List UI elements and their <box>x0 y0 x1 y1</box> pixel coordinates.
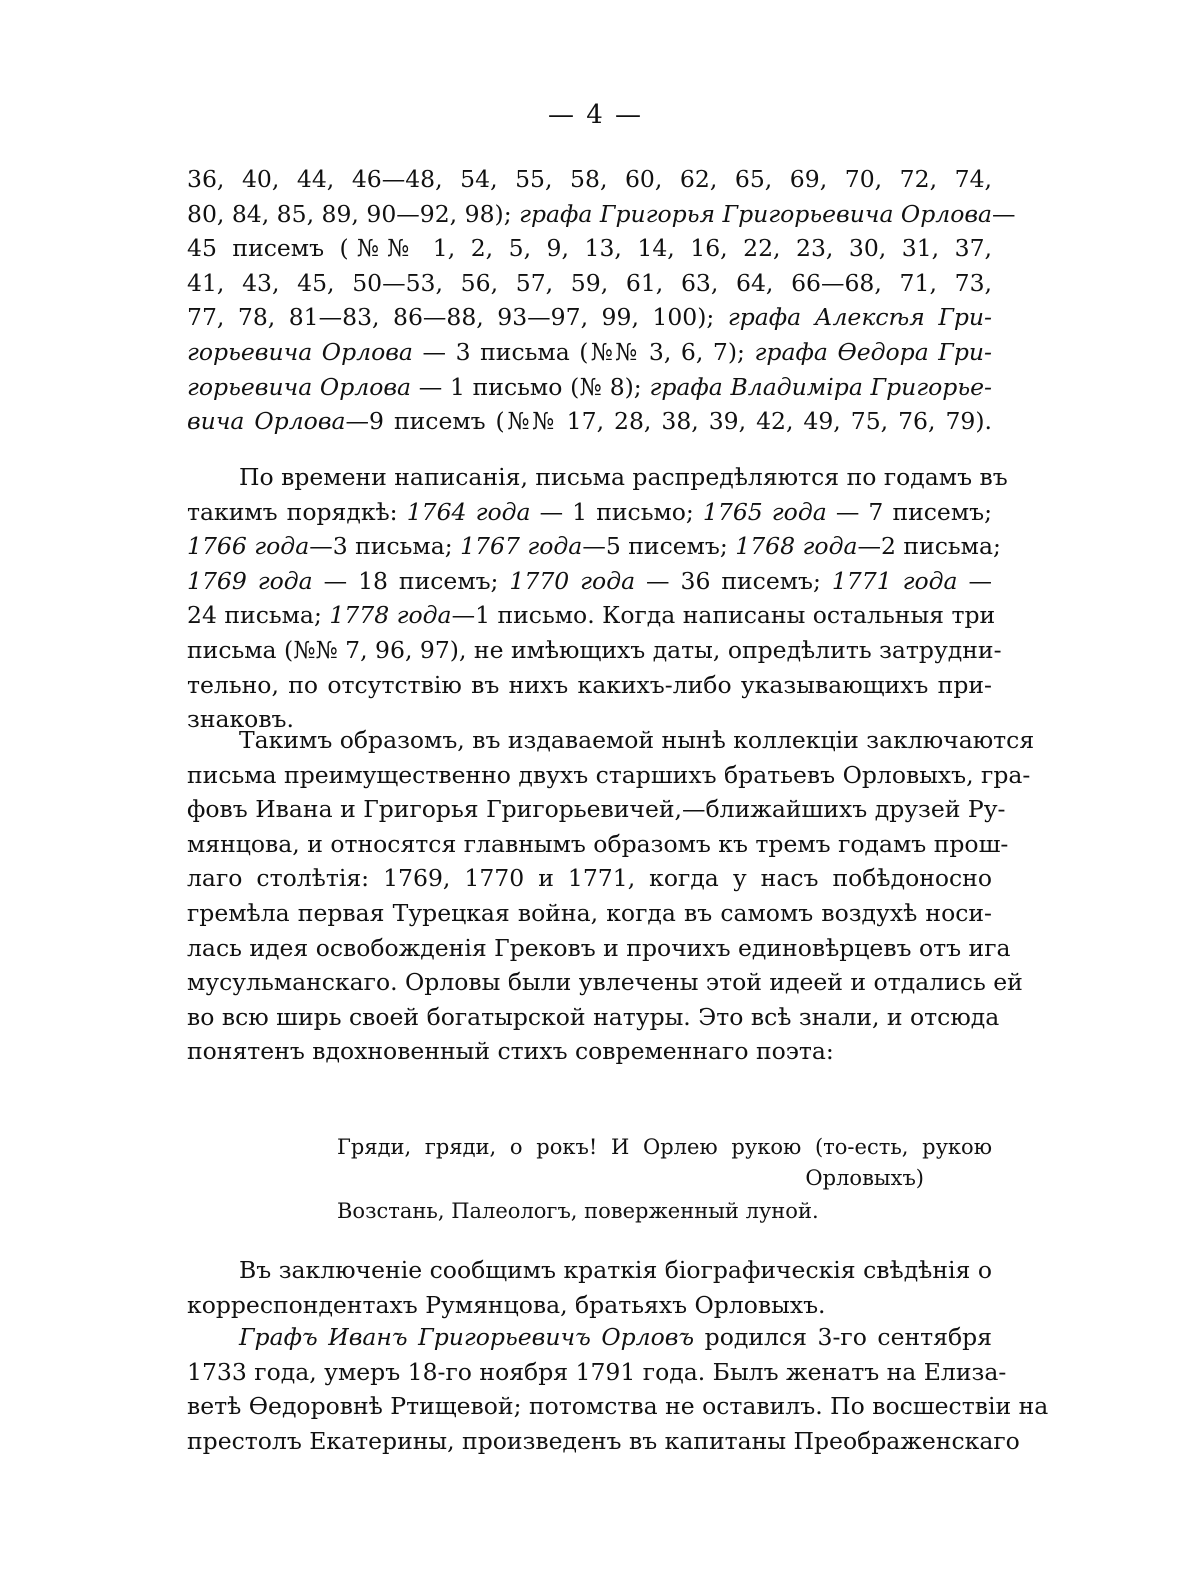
text-segment: лаго столѣтія: 1769, 1770 и 1771, когда у насъ побѣдоносно <box>187 864 992 893</box>
text-segment: —5 писемъ; <box>582 532 736 561</box>
text-segment: тельно, по отсутствію въ нихъ какихъ-либо указывающихъ при- <box>187 670 992 699</box>
text-line <box>187 1034 992 1069</box>
text-segment: письма (№№ 7, 96, 97), не имѣющихъ даты, опредѣлить затрудни- <box>187 635 1002 664</box>
text-segment: Въ заключеніе сообщимъ краткія біографическія свѣдѣнія о <box>239 1256 992 1284</box>
text-line <box>187 266 992 301</box>
text-line <box>187 896 992 931</box>
italic-segment: графа Ѳедора Гри- <box>754 337 992 366</box>
text-segment: мянцова, и относятся главнымъ образомъ къ тремъ годамъ прош- <box>187 829 1009 858</box>
text-segment: корреспондентахъ Румянцова, братьяхъ Орловыхъ. <box>187 1290 826 1319</box>
paragraph-letter-years <box>187 460 1008 737</box>
text-line <box>187 564 992 599</box>
italic-segment: горьевича Орлова <box>187 372 412 401</box>
text-line <box>187 1424 1020 1459</box>
text-segment: 41, 43, 45, 50—53, 56, 57, 59, 61, 63, 64, 66—68, 71, 73, <box>187 268 992 297</box>
text-segment: ветѣ Ѳедоровнѣ Ртищевой; потомства не оставилъ. По восшествіи на <box>187 1392 1049 1421</box>
text-segment: фовъ Ивана и Григорья Григорьевичей,—ближайшихъ друзей Ру- <box>187 795 1006 824</box>
italic-segment: 1770 года <box>509 566 636 595</box>
text-segment: родился 3-го сентября <box>694 1323 992 1351</box>
text-line <box>187 1000 1000 1035</box>
text-line <box>187 1288 992 1323</box>
text-line <box>187 197 1016 232</box>
text-segment: — 1 письмо; <box>530 497 703 526</box>
text-segment: — <box>957 566 992 595</box>
text-line <box>187 460 1008 495</box>
text-line <box>187 633 1002 668</box>
text-line <box>187 370 992 405</box>
text-segment: лась идея освобожденія Грековъ и прочихъ единовѣрцевъ отъ ига <box>187 933 1011 962</box>
text-line <box>187 861 992 896</box>
poem-quote <box>337 1132 992 1227</box>
italic-segment: 1766 года <box>187 532 310 561</box>
text-line <box>187 792 1006 827</box>
italic-segment: Графъ Иванъ Григорьевичъ Орловъ <box>239 1323 695 1351</box>
text-segment: —2 письма; <box>857 532 1001 561</box>
paragraph-collection-summary <box>187 723 1035 1069</box>
text-segment: —1 письмо. Когда написаны остальныя три <box>451 601 996 630</box>
text-segment: престолъ Екатерины, произведенъ въ капитаны Преображенскаго <box>187 1426 1020 1455</box>
paragraph-letter-counts <box>187 162 1016 439</box>
text-line <box>187 300 992 335</box>
text-segment: —3 письма; <box>309 532 461 561</box>
italic-segment: графа Алексѣя Гри- <box>727 303 992 332</box>
text-line <box>187 598 996 633</box>
text-segment: 1733 года, умеръ 18-го ноября 1791 года. Былъ женатъ на Елиза- <box>187 1357 1007 1386</box>
italic-segment: 1778 года <box>329 601 452 630</box>
text-line <box>187 1320 992 1355</box>
text-segment: По времени написанія, письма распредѣляются по годамъ въ <box>239 463 1008 491</box>
italic-segment: 1768 года <box>735 532 858 561</box>
text-segment: гремѣла первая Турецкая война, когда въ самомъ воздухѣ носи- <box>187 898 992 927</box>
text-segment: 80, 84, 85, 89, 90—92, 98); <box>187 199 520 228</box>
italic-segment: 1767 года <box>460 532 583 561</box>
text-line <box>187 162 992 197</box>
text-segment: — 18 писемъ; <box>312 566 510 595</box>
italic-segment: вича Орлова <box>187 407 346 436</box>
page-number: — 4 — <box>547 100 644 130</box>
italic-segment: 1769 года <box>187 566 313 595</box>
text-segment: 36, 40, 44, 46—48, 54, 55, 58, 60, 62, 65, 69, 70, 72, 74, <box>187 165 992 193</box>
text-segment: такимъ порядкѣ: <box>187 497 407 526</box>
paragraph-ivan-orlov-biography <box>187 1320 1049 1458</box>
italic-segment: графа Владиміра Григорье- <box>649 372 992 401</box>
poem-line-1-continuation: Орловыхъ) <box>805 1166 924 1190</box>
text-line <box>187 231 992 266</box>
text-segment: письма преимущественно двухъ старшихъ братьевъ Орловыхъ, гра- <box>187 760 1031 789</box>
text-segment: понятенъ вдохновенный стихъ современнаго поэта: <box>187 1037 834 1066</box>
text-line <box>187 931 1011 966</box>
text-segment: —9 писемъ (№№ 17, 28, 38, 39, 42, 49, 75, 76, 79). <box>345 407 992 436</box>
italic-segment: графа Григорья Григорьевича Орлова <box>519 199 993 228</box>
text-line <box>187 758 1031 793</box>
text-line <box>187 1355 1007 1390</box>
paragraph-biography-intro <box>187 1253 992 1322</box>
text-segment: — 1 письмо (№ 8); <box>411 372 650 401</box>
text-segment: 77, 78, 81—83, 86—88, 93—97, 99, 100); <box>187 303 728 332</box>
text-line <box>187 827 1009 862</box>
text-line <box>187 335 992 370</box>
text-line <box>187 1253 992 1288</box>
poem-line-1: Гряди, гряди, о рокъ! И Орлею рукою (то-есть, рукою <box>337 1135 992 1159</box>
italic-segment: 1764 года <box>406 497 531 526</box>
text-line <box>187 723 1035 758</box>
text-line <box>187 529 1001 564</box>
text-line <box>187 965 1023 1000</box>
text-line <box>187 1389 1049 1424</box>
text-segment: — 7 писемъ; <box>826 497 992 526</box>
italic-segment: 1765 года <box>702 497 827 526</box>
text-segment: во всю ширь своей богатырской натуры. Это всѣ знали, и отсюда <box>187 1002 1000 1031</box>
text-segment: мусульманскаго. Орловы были увлечены этой идеей и отдались ей <box>187 968 1023 997</box>
poem-line-2: Возстань, Палеологъ, поверженный луной. <box>337 1199 819 1223</box>
text-segment: знаковъ. <box>187 705 294 734</box>
text-segment: 24 письма; <box>187 601 330 630</box>
italic-segment: 1771 года <box>831 566 958 595</box>
text-segment: Такимъ образомъ, въ издаваемой нынѣ коллекціи заключаются <box>239 726 1035 754</box>
text-line <box>187 495 992 530</box>
text-segment: 45 писемъ (№№ 1, 2, 5, 9, 13, 14, 16, 22, 23, 30, 31, 37, <box>187 234 992 263</box>
italic-segment: горьевича Орлова <box>187 337 413 366</box>
text-line <box>187 404 992 439</box>
text-segment: — 3 письма (№№ 3, 6, 7); <box>412 337 755 366</box>
text-line <box>187 668 992 703</box>
text-segment: — 36 писемъ; <box>635 566 832 595</box>
text-segment: — <box>992 199 1016 228</box>
